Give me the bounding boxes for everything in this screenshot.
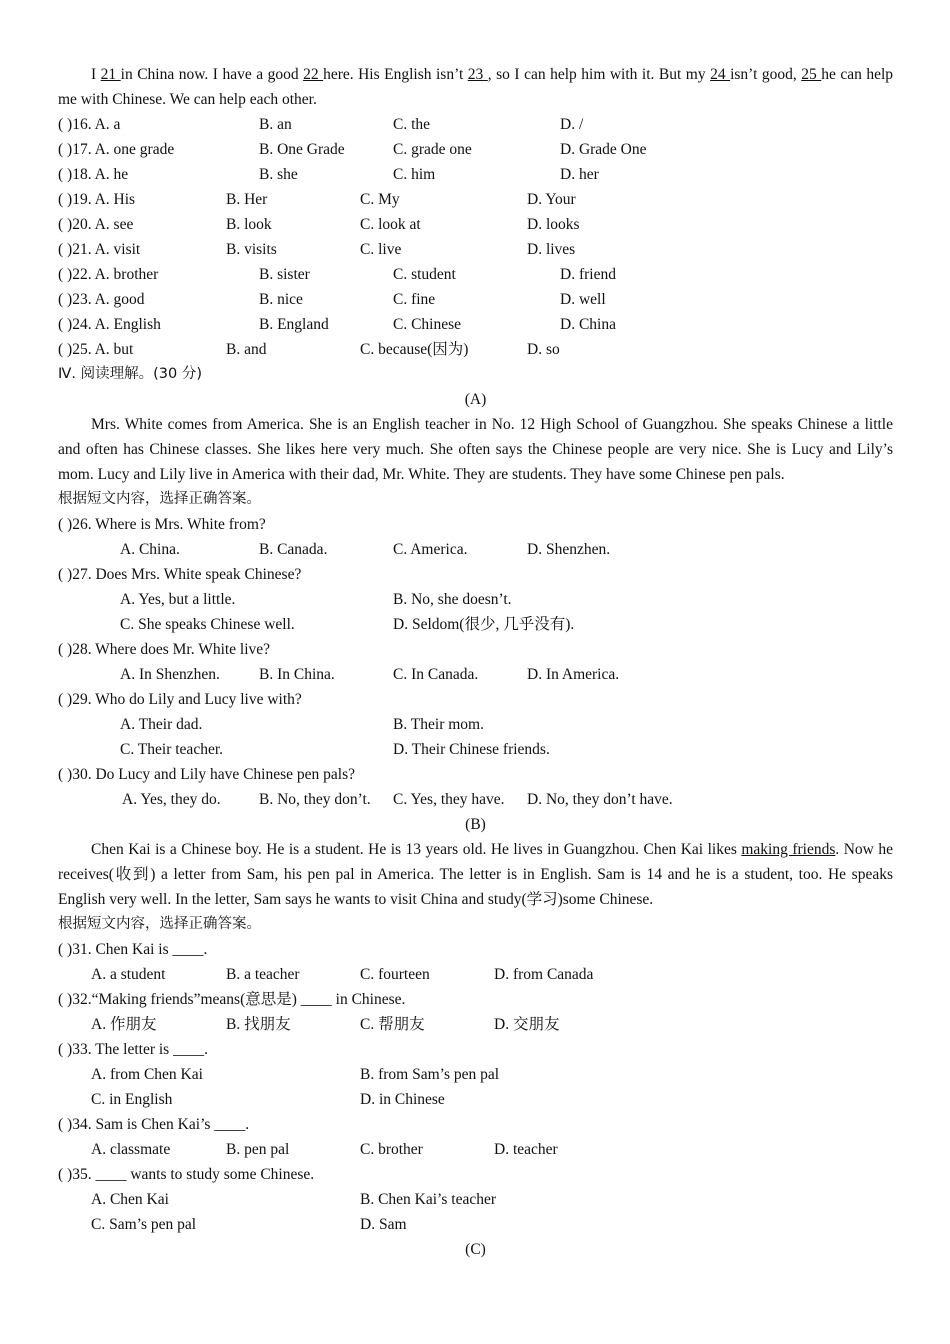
option-d: D. lives — [527, 241, 576, 258]
passage-text: here. His English isn’t — [323, 66, 468, 83]
section-title: Ⅳ. 阅读理解。(30 分) — [58, 366, 202, 382]
option-b: B. Canada. — [259, 541, 328, 558]
option-b: B. Their mom. — [393, 716, 484, 733]
question-32-options — [58, 1012, 893, 1037]
option-d: D. teacher — [494, 1141, 558, 1158]
question-18 — [58, 162, 893, 187]
option-b: B. an — [259, 116, 292, 133]
option-b: B. visits — [226, 241, 277, 258]
question-28-options — [58, 662, 893, 687]
option-d: D. Shenzhen. — [527, 541, 611, 558]
question-stem: ( )21. A. visit — [58, 241, 141, 258]
cloze-passage — [58, 62, 893, 112]
question-stem: ( )26. Where is Mrs. White from? — [58, 516, 266, 533]
option-d: D. Sam — [360, 1216, 407, 1233]
question-stem: ( )19. A. His — [58, 191, 136, 208]
option-d: D. well — [560, 291, 606, 308]
question-stem: ( )31. Chen Kai is ____. — [58, 941, 208, 958]
option-a: A. China. — [120, 541, 180, 558]
question-30 — [58, 762, 893, 787]
option-a: A. Yes, but a little. — [120, 591, 236, 608]
option-c: C. him — [393, 166, 436, 183]
option-b: B. nice — [259, 291, 303, 308]
question-29-options-ab — [58, 712, 893, 737]
option-b: B. 找朋友 — [226, 1016, 291, 1033]
question-35-options-ab — [58, 1187, 893, 1212]
question-stem: ( )24. A. English — [58, 316, 161, 333]
question-23 — [58, 287, 893, 312]
question-stem: ( )30. Do Lucy and Lily have Chinese pen pals? — [58, 766, 355, 783]
option-b: B. and — [226, 341, 267, 358]
passage-text: in China now. I have a good — [120, 66, 304, 83]
option-b: B. In China. — [259, 666, 335, 683]
question-stem: ( )35. ____ wants to study some Chinese. — [58, 1166, 315, 1183]
question-26 — [58, 512, 893, 537]
passage-text: he can help me with Chinese. We can help each other. — [58, 66, 894, 108]
blank-22: 22 — [303, 66, 324, 83]
option-c: C. fourteen — [360, 966, 430, 983]
question-33-options-ab — [58, 1062, 893, 1087]
option-d: D. friend — [560, 266, 616, 283]
option-d: D. Grade One — [560, 141, 647, 158]
option-c: C. look at — [360, 216, 421, 233]
question-stem: ( )29. Who do Lily and Lucy live with? — [58, 691, 302, 708]
question-19 — [58, 187, 893, 212]
question-17 — [58, 137, 893, 162]
passage-a-text: Mrs. White comes from America. She is an English teacher in No. 12 High School of Guangzhou. She speaks Chinese a little and often has Chinese classes. She likes here very much. She often says the Chinese people are very nice. She is Lucy and Lily’s mom. Lucy and Lily live in America with their dad, Mr. White. They are students. They have some Chinese pen pals. — [58, 416, 893, 483]
option-c: C. In Canada. — [393, 666, 479, 683]
question-27-options-cd — [58, 612, 893, 637]
question-28 — [58, 637, 893, 662]
option-c: C. My — [360, 191, 400, 208]
option-b: B. One Grade — [259, 141, 345, 158]
passage-a-label: (A) — [464, 391, 487, 408]
option-d: D. so — [527, 341, 560, 358]
question-27 — [58, 562, 893, 587]
option-a: A. classmate — [91, 1141, 171, 1158]
option-b: B. England — [259, 316, 329, 333]
question-30-options — [58, 787, 893, 812]
option-d: D. In America. — [527, 666, 620, 683]
question-31-options — [58, 962, 893, 987]
question-31 — [58, 937, 893, 962]
passage-text: isn’t good, — [730, 66, 802, 83]
option-a: A. Their dad. — [120, 716, 203, 733]
passage-b-label: (B) — [465, 816, 486, 833]
option-c: C. Their teacher. — [120, 741, 224, 758]
underlined-phrase: making friends — [741, 841, 836, 858]
blank-25: 25 — [801, 66, 822, 83]
blank-21: 21 — [100, 66, 121, 83]
option-b: B. she — [259, 166, 298, 183]
question-33 — [58, 1037, 893, 1062]
question-35 — [58, 1162, 893, 1187]
option-a: A. 作朋友 — [91, 1016, 157, 1033]
option-b: B. pen pal — [226, 1141, 290, 1158]
option-b: B. a teacher — [226, 966, 300, 983]
option-b: B. No, they don’t. — [259, 791, 371, 808]
option-d: D. No, they don’t have. — [527, 791, 673, 808]
passage-text: , so I can help him with it. But my — [487, 66, 711, 83]
question-stem: ( )25. A. but — [58, 341, 134, 358]
option-c: C. because(因为) — [360, 341, 469, 358]
question-stem: ( )34. Sam is Chen Kai’s ____. — [58, 1116, 250, 1133]
question-32 — [58, 987, 893, 1012]
option-a: A. Yes, they do. — [122, 791, 221, 808]
question-34-options — [58, 1137, 893, 1162]
option-b: B. Her — [226, 191, 268, 208]
option-c: C. America. — [393, 541, 468, 558]
question-27-options-ab — [58, 587, 893, 612]
option-a: A. from Chen Kai — [91, 1066, 203, 1083]
option-d: D. Seldom(很少, 几乎没有). — [393, 616, 575, 633]
option-d: D. China — [560, 316, 616, 333]
question-24 — [58, 312, 893, 337]
option-b: B. Chen Kai’s teacher — [360, 1191, 497, 1208]
option-c: C. Sam’s pen pal — [91, 1216, 197, 1233]
option-d: D. 交朋友 — [494, 1016, 560, 1033]
option-c: C. grade one — [393, 141, 472, 158]
question-29 — [58, 687, 893, 712]
option-c: C. live — [360, 241, 402, 258]
option-a: A. Chen Kai — [91, 1191, 169, 1208]
passage-b-text — [58, 837, 893, 912]
option-d: D. / — [560, 116, 584, 133]
option-b: B. No, she doesn’t. — [393, 591, 512, 608]
question-stem: ( )23. A. good — [58, 291, 145, 308]
option-d: D. Your — [527, 191, 576, 208]
question-stem: ( )32.“Making friends”means(意思是) ____ in Chinese. — [58, 991, 406, 1008]
passage-text: Chen Kai is a Chinese boy. He is a student. He is 13 years old. He lives in Guangzhou. Chen Kai likes — [91, 841, 742, 858]
instruction: 根据短文内容，选择正确答案。 — [58, 916, 261, 932]
option-c: C. the — [393, 116, 431, 133]
option-c: C. in English — [91, 1091, 173, 1108]
question-16 — [58, 112, 893, 137]
question-21 — [58, 237, 893, 262]
question-22 — [58, 262, 893, 287]
exam-page — [58, 62, 893, 1262]
blank-23: 23 — [467, 66, 488, 83]
option-d: D. from Canada — [494, 966, 594, 983]
option-c: C. student — [393, 266, 456, 283]
question-stem: ( )18. A. he — [58, 166, 129, 183]
option-d: D. looks — [527, 216, 580, 233]
option-d: D. Their Chinese friends. — [393, 741, 550, 758]
question-25 — [58, 337, 893, 362]
option-d: D. her — [560, 166, 599, 183]
passage-text: I — [91, 66, 97, 83]
question-stem: ( )16. A. a — [58, 116, 121, 133]
option-a: A. In Shenzhen. — [120, 666, 220, 683]
question-20 — [58, 212, 893, 237]
question-stem: ( )33. The letter is ____. — [58, 1041, 208, 1058]
question-35-options-cd — [58, 1212, 893, 1237]
passage-c-label: (C) — [465, 1241, 486, 1258]
option-c: C. brother — [360, 1141, 423, 1158]
question-29-options-cd — [58, 737, 893, 762]
option-b: B. sister — [259, 266, 310, 283]
option-a: A. a student — [91, 966, 166, 983]
question-33-options-cd — [58, 1087, 893, 1112]
question-stem: ( )28. Where does Mr. White live? — [58, 641, 271, 658]
question-stem: ( )20. A. see — [58, 216, 134, 233]
question-stem: ( )17. A. one grade — [58, 141, 175, 158]
question-stem: ( )27. Does Mrs. White speak Chinese? — [58, 566, 302, 583]
question-stem: ( )22. A. brother — [58, 266, 159, 283]
option-c: C. 帮朋友 — [360, 1016, 425, 1033]
option-d: D. in Chinese — [360, 1091, 445, 1108]
question-26-options — [58, 537, 893, 562]
blank-24: 24 — [710, 66, 731, 83]
question-34 — [58, 1112, 893, 1137]
option-b: B. look — [226, 216, 272, 233]
option-c: C. She speaks Chinese well. — [120, 616, 295, 633]
option-c: C. fine — [393, 291, 436, 308]
option-b: B. from Sam’s pen pal — [360, 1066, 500, 1083]
option-c: C. Yes, they have. — [393, 791, 505, 808]
instruction: 根据短文内容，选择正确答案。 — [58, 491, 261, 507]
passage-text: . Now he receives(收到) a letter from Sam, his pen pal in America. The letter is in English. Sam is 14 and he is a student, too. He speaks English very well. In the letter, Sam says he wants to visit China and study(学习)some Chinese. — [58, 841, 893, 908]
option-c: C. Chinese — [393, 316, 462, 333]
